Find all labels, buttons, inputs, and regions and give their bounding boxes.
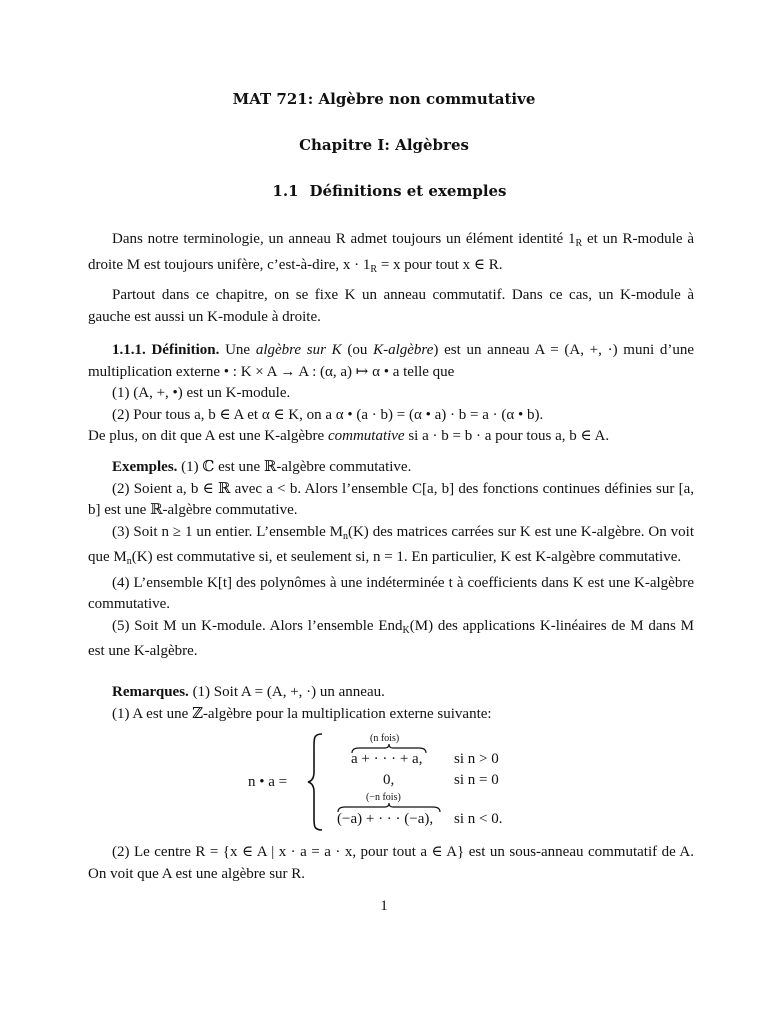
case-2: 0, — [383, 772, 395, 788]
remarks-label: Remarques. — [112, 684, 189, 700]
definition-block: 1.1.1. Définition. Une algèbre sur K (ou K-algèbre) est un anneau A = (A, +, ·) muni d’une multiplication externe • : K × A → A : (α, a) ↦ α • a telle que (1) (A, +, •) est un K-module. (2) Pour tous a, b ∈ A et α ∈ K, on a α • (a · b) = (α • a) · b = a · (α • b). De plus, on dit que A est une K-algèbre commutative si a · b = b · a pour tous a, b ∈ A. — [88, 342, 695, 444]
case-3: (−a) + · · · (−a), — [337, 811, 434, 827]
section-heading — [0, 182, 768, 200]
definition-item-2: (2) Pour tous a, b ∈ A et α ∈ K, on a α • (a · b) = (α • a) · b = a · (α • b). — [112, 406, 544, 423]
examples-label: Exemples. — [112, 459, 178, 475]
example-2: (2) Soient a, b ∈ ℝ avec a < b. Alors l’ensemble C[a, b] des fonctions continues définies sur [a, b] est une ℝ-algèbre commutative. — [88, 480, 694, 518]
brace-label-minus-n: (−n fois) — [366, 792, 401, 803]
formula-lhs: n • a = — [248, 774, 288, 790]
case-1-condition: si n > 0 — [454, 751, 499, 767]
section-title: Définitions et exemples — [309, 182, 507, 200]
example-3: (3) Soit n ≥ 1 un entier. L’ensemble $M_n(K)$ des matrices carrées sur K est une K-algèbre. On voit que $M_n(K)$ est commutative si, et seulement si, n = 1. En particulier, K est K-algèbre commutative. — [88, 523, 694, 567]
left-brace-icon — [306, 732, 326, 832]
piecewise-formula — [248, 732, 548, 832]
case-3-condition: si n < 0. — [454, 811, 503, 827]
examples-block: Exemples. (1) ℂ est une ℝ-algèbre commutative. (2) Soient a, b ∈ ℝ avec a < b. Alors l’ensemble C[a, b] des fonctions continues définies sur [a, b] est une ℝ-algèbre commutative. (3) Soit n ≥ 1 un entier. L’ensemble $M_n(K)$ des matrices carrées sur K est une K-algèbre. On voit que $M_n(K)$ est commutative si, et seulement si, n = 1. En particulier, K est K-algèbre commutative. (4) L’ensemble K[t] des polynômes à une indéterminée t à coefficients dans K est une K-algèbre commutative. (5) Soit M un K-module. Alors l’ensemble End$_K$(M) des applications K-linéaires de M dans M est une K-algèbre. — [88, 457, 694, 663]
brace-label-n: (n fois) — [370, 733, 400, 744]
intro-paragraph-2: Partout dans ce chapitre, on se fixe K un anneau commutatif. Dans ce cas, un K-module à gauche est aussi un K-module à droite. — [88, 287, 694, 325]
case-1: a + · · · + a, — [351, 751, 423, 767]
definition-label: 1.1.1. Définition. — [112, 342, 220, 358]
section-number: 1.1 — [272, 182, 299, 200]
page-number: 1 — [380, 898, 388, 914]
remark-2: (2) Le centre R = {x ∈ A | x · a = a · x, pour tout a ∈ A} est un sous-anneau commutatif de A. On voit que A est une algèbre sur R. — [88, 844, 694, 882]
course-title: MAT 721: Algèbre non commutative — [232, 90, 536, 108]
remarks-block: Remarques. (1) Soit A = (A, +, ·) un anneau. (1) A est une ℤ-algèbre pour la multiplication externe suivante: — [112, 684, 492, 722]
definition-item-1: (1) (A, +, •) est un K-module. — [112, 385, 291, 401]
example-4: (4) L’ensemble K[t] des polynômes à une indéterminée t à coefficients dans K est une K-algèbre commutative. — [88, 574, 694, 612]
case-2-condition: si n = 0 — [454, 772, 499, 788]
intro-paragraph-1: Dans notre terminologie, un anneau R admet toujours un élément identité $1_R$ et un R-module à droite M est toujours unifère, c’est-à-dire, $x \cdot 1_R = x$ pour tout x ∈ R. — [88, 231, 694, 275]
example-5: (5) Soit M un K-module. Alors l’ensemble End$_K$(M) des applications K-linéaires de M dans M est une K-algèbre. — [88, 617, 694, 659]
chapter-title: Chapitre I: Algèbres — [299, 136, 469, 154]
